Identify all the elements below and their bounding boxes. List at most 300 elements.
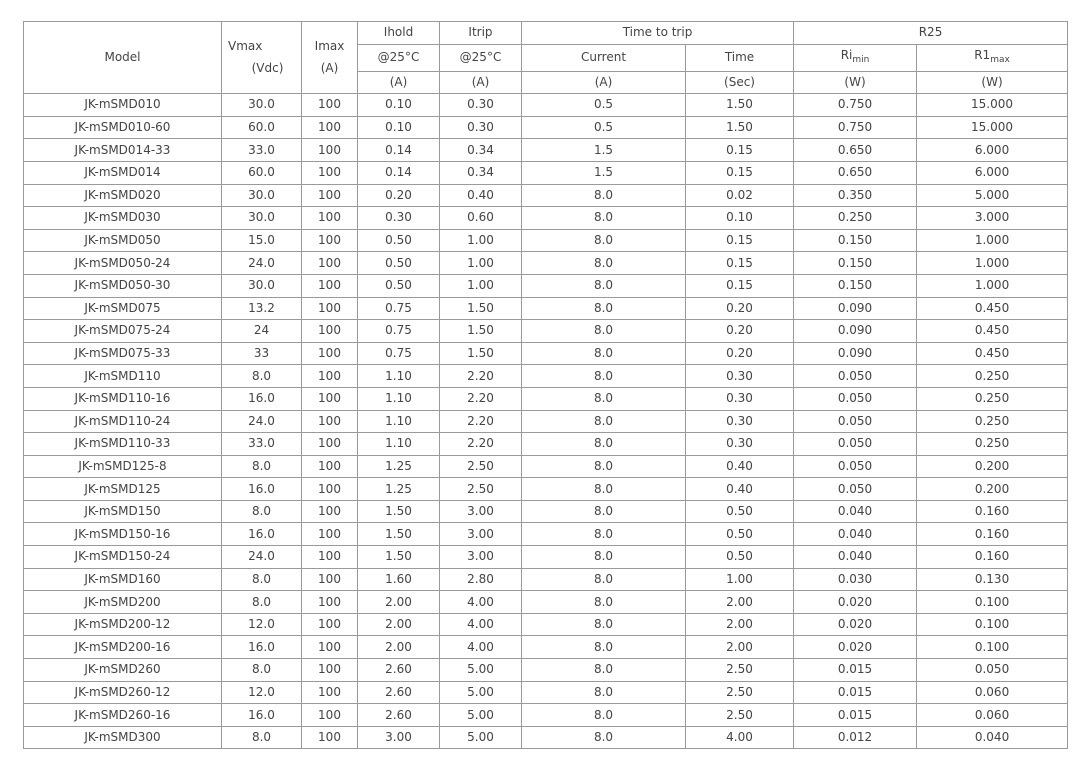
cell-itrip: 3.00 (440, 523, 522, 546)
cell-ri-min: 0.050 (794, 478, 917, 501)
cell-trip-current: 8.0 (522, 681, 686, 704)
cell-trip-current: 8.0 (522, 704, 686, 727)
cell-vmax: 8.0 (222, 365, 302, 388)
cell-vmax: 24.0 (222, 252, 302, 275)
cell-ihold: 2.60 (358, 659, 440, 682)
cell-model: JK-mSMD150 (24, 500, 222, 523)
table-row (24, 274, 1068, 297)
cell-ri-min: 0.040 (794, 546, 917, 569)
cell-model: JK-mSMD200 (24, 591, 222, 614)
table-row (24, 342, 1068, 365)
cell-ihold: 1.50 (358, 500, 440, 523)
cell-trip-time: 2.00 (686, 591, 794, 614)
cell-trip-time: 1.00 (686, 568, 794, 591)
cell-trip-current: 8.0 (522, 568, 686, 591)
header-r1max-unit: (W) (917, 71, 1068, 94)
cell-trip-current: 8.0 (522, 365, 686, 388)
table-row (24, 726, 1068, 749)
cell-ri-min: 0.350 (794, 184, 917, 207)
cell-itrip: 1.00 (440, 274, 522, 297)
cell-model: JK-mSMD110-16 (24, 387, 222, 410)
table-row (24, 229, 1068, 252)
cell-imax: 100 (302, 546, 358, 569)
cell-model: JK-mSMD050 (24, 229, 222, 252)
cell-itrip: 0.30 (440, 116, 522, 139)
cell-r1-max: 0.160 (917, 523, 1068, 546)
cell-ri-min: 0.040 (794, 523, 917, 546)
cell-r1-max: 0.450 (917, 297, 1068, 320)
cell-trip-current: 8.0 (522, 410, 686, 433)
cell-trip-current: 8.0 (522, 455, 686, 478)
cell-ri-min: 0.040 (794, 500, 917, 523)
cell-imax: 100 (302, 659, 358, 682)
cell-ihold: 1.25 (358, 478, 440, 501)
header-imax (302, 22, 358, 94)
cell-ihold: 0.75 (358, 342, 440, 365)
cell-imax: 100 (302, 161, 358, 184)
cell-r1-max: 0.250 (917, 433, 1068, 456)
cell-ri-min: 0.150 (794, 274, 917, 297)
cell-ri-min: 0.015 (794, 704, 917, 727)
cell-trip-current: 8.0 (522, 546, 686, 569)
cell-imax: 100 (302, 591, 358, 614)
cell-r1-max: 0.100 (917, 636, 1068, 659)
cell-trip-time: 0.10 (686, 207, 794, 230)
cell-trip-time: 2.50 (686, 681, 794, 704)
cell-itrip: 0.34 (440, 161, 522, 184)
cell-ihold: 0.10 (358, 116, 440, 139)
header-model: Model (24, 22, 222, 94)
cell-ri-min: 0.015 (794, 681, 917, 704)
cell-trip-time: 2.00 (686, 613, 794, 636)
table-row (24, 297, 1068, 320)
header-itrip-unit: (A) (440, 71, 522, 94)
cell-model: JK-mSMD010-60 (24, 116, 222, 139)
cell-imax: 100 (302, 229, 358, 252)
header-time-unit: (Sec) (686, 71, 794, 94)
cell-ri-min: 0.050 (794, 455, 917, 478)
cell-trip-time: 0.15 (686, 274, 794, 297)
cell-r1-max: 6.000 (917, 139, 1068, 162)
cell-imax: 100 (302, 252, 358, 275)
cell-r1-max: 5.000 (917, 184, 1068, 207)
cell-model: JK-mSMD010 (24, 94, 222, 117)
cell-imax: 100 (302, 410, 358, 433)
cell-trip-current: 8.0 (522, 229, 686, 252)
cell-ihold: 1.10 (358, 387, 440, 410)
cell-trip-current: 8.0 (522, 297, 686, 320)
cell-trip-time: 0.30 (686, 410, 794, 433)
cell-model: JK-mSMD020 (24, 184, 222, 207)
cell-imax: 100 (302, 613, 358, 636)
cell-ri-min: 0.050 (794, 387, 917, 410)
cell-itrip: 1.50 (440, 320, 522, 343)
cell-r1-max: 0.100 (917, 591, 1068, 614)
table-row (24, 320, 1068, 343)
cell-itrip: 0.60 (440, 207, 522, 230)
cell-imax: 100 (302, 320, 358, 343)
cell-r1-max: 0.450 (917, 320, 1068, 343)
table-row (24, 433, 1068, 456)
cell-ihold: 2.00 (358, 613, 440, 636)
table-row (24, 116, 1068, 139)
cell-trip-current: 8.0 (522, 659, 686, 682)
cell-trip-current: 8.0 (522, 184, 686, 207)
cell-ihold: 1.50 (358, 546, 440, 569)
cell-ihold: 2.60 (358, 704, 440, 727)
cell-ri-min: 0.050 (794, 365, 917, 388)
header-vmax (222, 22, 302, 94)
cell-vmax: 8.0 (222, 659, 302, 682)
cell-itrip: 2.50 (440, 455, 522, 478)
cell-imax: 100 (302, 342, 358, 365)
cell-ri-min: 0.650 (794, 161, 917, 184)
cell-ri-min: 0.050 (794, 433, 917, 456)
cell-ihold: 0.30 (358, 207, 440, 230)
cell-vmax: 24.0 (222, 546, 302, 569)
cell-ri-min: 0.650 (794, 139, 917, 162)
cell-vmax: 13.2 (222, 297, 302, 320)
cell-imax: 100 (302, 681, 358, 704)
cell-trip-time: 0.02 (686, 184, 794, 207)
cell-imax: 100 (302, 455, 358, 478)
cell-trip-time: 2.00 (686, 636, 794, 659)
cell-ri-min: 0.020 (794, 591, 917, 614)
cell-ri-min: 0.150 (794, 229, 917, 252)
header-r1max-sub: max (990, 54, 1010, 65)
table-row (24, 613, 1068, 636)
cell-model: JK-mSMD300 (24, 726, 222, 749)
cell-imax: 100 (302, 207, 358, 230)
table-row (24, 681, 1068, 704)
cell-model: JK-mSMD160 (24, 568, 222, 591)
cell-r1-max: 0.250 (917, 410, 1068, 433)
cell-imax: 100 (302, 184, 358, 207)
cell-imax: 100 (302, 704, 358, 727)
cell-model: JK-mSMD150-24 (24, 546, 222, 569)
cell-imax: 100 (302, 139, 358, 162)
cell-trip-current: 8.0 (522, 478, 686, 501)
cell-trip-time: 0.15 (686, 229, 794, 252)
cell-itrip: 4.00 (440, 613, 522, 636)
table-row (24, 704, 1068, 727)
cell-itrip: 5.00 (440, 726, 522, 749)
cell-ihold: 0.50 (358, 274, 440, 297)
cell-trip-time: 0.40 (686, 478, 794, 501)
cell-model: JK-mSMD110-33 (24, 433, 222, 456)
cell-vmax: 24 (222, 320, 302, 343)
cell-vmax: 33.0 (222, 139, 302, 162)
cell-imax: 100 (302, 297, 358, 320)
cell-trip-current: 8.0 (522, 613, 686, 636)
cell-itrip: 2.20 (440, 410, 522, 433)
cell-itrip: 3.00 (440, 500, 522, 523)
cell-trip-current: 0.5 (522, 116, 686, 139)
cell-model: JK-mSMD200-16 (24, 636, 222, 659)
cell-trip-time: 4.00 (686, 726, 794, 749)
cell-model: JK-mSMD125 (24, 478, 222, 501)
table-row (24, 207, 1068, 230)
cell-itrip: 5.00 (440, 704, 522, 727)
cell-ihold: 1.25 (358, 455, 440, 478)
cell-ihold: 1.60 (358, 568, 440, 591)
table-row (24, 546, 1068, 569)
cell-trip-time: 0.30 (686, 387, 794, 410)
cell-trip-current: 8.0 (522, 523, 686, 546)
cell-model: JK-mSMD125-8 (24, 455, 222, 478)
table-row (24, 161, 1068, 184)
cell-model: JK-mSMD050-30 (24, 274, 222, 297)
cell-trip-time: 1.50 (686, 94, 794, 117)
cell-imax: 100 (302, 274, 358, 297)
spec-table (23, 21, 1068, 749)
cell-r1-max: 0.200 (917, 478, 1068, 501)
cell-itrip: 2.50 (440, 478, 522, 501)
header-vmax-unit: (Vdc) (251, 60, 284, 75)
cell-trip-current: 8.0 (522, 207, 686, 230)
cell-ri-min: 0.020 (794, 636, 917, 659)
table-row (24, 252, 1068, 275)
header-rimin-unit: (W) (794, 71, 917, 94)
cell-model: JK-mSMD050-24 (24, 252, 222, 275)
header-r1max (917, 44, 1068, 71)
cell-model: JK-mSMD014 (24, 161, 222, 184)
cell-vmax: 8.0 (222, 455, 302, 478)
cell-trip-current: 8.0 (522, 387, 686, 410)
cell-ihold: 0.14 (358, 161, 440, 184)
cell-trip-time: 2.50 (686, 704, 794, 727)
cell-ihold: 0.50 (358, 229, 440, 252)
cell-r1-max: 0.050 (917, 659, 1068, 682)
cell-vmax: 60.0 (222, 116, 302, 139)
cell-vmax: 60.0 (222, 161, 302, 184)
cell-r1-max: 15.000 (917, 116, 1068, 139)
cell-vmax: 30.0 (222, 94, 302, 117)
cell-trip-time: 2.50 (686, 659, 794, 682)
cell-ihold: 2.00 (358, 591, 440, 614)
cell-vmax: 8.0 (222, 591, 302, 614)
cell-trip-time: 0.20 (686, 320, 794, 343)
header-r1max-base: R1 (974, 47, 991, 62)
cell-r1-max: 1.000 (917, 252, 1068, 275)
cell-imax: 100 (302, 568, 358, 591)
header-itrip-temp: @25°C (440, 44, 522, 71)
cell-model: JK-mSMD075 (24, 297, 222, 320)
cell-trip-time: 0.50 (686, 500, 794, 523)
cell-model: JK-mSMD110 (24, 365, 222, 388)
table-row (24, 500, 1068, 523)
cell-vmax: 8.0 (222, 726, 302, 749)
table-row (24, 523, 1068, 546)
cell-imax: 100 (302, 94, 358, 117)
cell-vmax: 16.0 (222, 636, 302, 659)
cell-itrip: 0.40 (440, 184, 522, 207)
cell-trip-current: 1.5 (522, 139, 686, 162)
cell-imax: 100 (302, 365, 358, 388)
table-header (24, 22, 1068, 94)
table-row (24, 387, 1068, 410)
cell-trip-time: 0.20 (686, 297, 794, 320)
table-row (24, 139, 1068, 162)
cell-imax: 100 (302, 433, 358, 456)
cell-trip-time: 0.15 (686, 161, 794, 184)
cell-ri-min: 0.030 (794, 568, 917, 591)
table-row (24, 636, 1068, 659)
cell-imax: 100 (302, 523, 358, 546)
cell-r1-max: 0.130 (917, 568, 1068, 591)
cell-vmax: 8.0 (222, 500, 302, 523)
cell-r1-max: 15.000 (917, 94, 1068, 117)
cell-r1-max: 1.000 (917, 229, 1068, 252)
cell-trip-time: 0.30 (686, 433, 794, 456)
cell-r1-max: 0.450 (917, 342, 1068, 365)
cell-vmax: 16.0 (222, 478, 302, 501)
cell-ri-min: 0.750 (794, 94, 917, 117)
cell-model: JK-mSMD030 (24, 207, 222, 230)
cell-trip-time: 0.40 (686, 455, 794, 478)
cell-vmax: 16.0 (222, 704, 302, 727)
cell-model: JK-mSMD260-16 (24, 704, 222, 727)
cell-trip-time: 0.15 (686, 252, 794, 275)
cell-itrip: 2.20 (440, 365, 522, 388)
cell-r1-max: 1.000 (917, 274, 1068, 297)
cell-ihold: 1.10 (358, 365, 440, 388)
cell-model: JK-mSMD110-24 (24, 410, 222, 433)
cell-itrip: 3.00 (440, 546, 522, 569)
cell-r1-max: 0.060 (917, 704, 1068, 727)
header-r25: R25 (794, 22, 1068, 45)
cell-itrip: 1.50 (440, 342, 522, 365)
cell-model: JK-mSMD075-24 (24, 320, 222, 343)
cell-ihold: 0.50 (358, 252, 440, 275)
cell-ihold: 0.75 (358, 297, 440, 320)
cell-vmax: 12.0 (222, 613, 302, 636)
header-ihold-label: Ihold (358, 22, 440, 45)
header-current: Current (522, 44, 686, 71)
header-vmax-label: Vmax (228, 39, 263, 53)
cell-ri-min: 0.750 (794, 116, 917, 139)
cell-vmax: 33.0 (222, 433, 302, 456)
cell-model: JK-mSMD260-12 (24, 681, 222, 704)
cell-trip-current: 1.5 (522, 161, 686, 184)
cell-model: JK-mSMD150-16 (24, 523, 222, 546)
cell-vmax: 24.0 (222, 410, 302, 433)
cell-trip-current: 8.0 (522, 274, 686, 297)
header-imax-label: Imax (314, 39, 345, 53)
table-row (24, 568, 1068, 591)
cell-ri-min: 0.150 (794, 252, 917, 275)
cell-model: JK-mSMD014-33 (24, 139, 222, 162)
cell-imax: 100 (302, 726, 358, 749)
cell-trip-current: 8.0 (522, 252, 686, 275)
cell-itrip: 0.34 (440, 139, 522, 162)
table-row (24, 455, 1068, 478)
cell-itrip: 4.00 (440, 591, 522, 614)
cell-r1-max: 0.250 (917, 387, 1068, 410)
cell-vmax: 8.0 (222, 568, 302, 591)
cell-trip-time: 0.50 (686, 546, 794, 569)
header-ihold-unit: (A) (358, 71, 440, 94)
cell-trip-current: 8.0 (522, 636, 686, 659)
cell-trip-current: 8.0 (522, 433, 686, 456)
cell-ihold: 0.10 (358, 94, 440, 117)
header-itrip-label: Itrip (440, 22, 522, 45)
header-time-to-trip: Time to trip (522, 22, 794, 45)
cell-ihold: 1.50 (358, 523, 440, 546)
cell-r1-max: 0.200 (917, 455, 1068, 478)
cell-itrip: 1.00 (440, 229, 522, 252)
cell-imax: 100 (302, 500, 358, 523)
cell-vmax: 16.0 (222, 387, 302, 410)
cell-trip-current: 8.0 (522, 500, 686, 523)
cell-vmax: 33 (222, 342, 302, 365)
header-ihold-temp: @25°C (358, 44, 440, 71)
cell-vmax: 30.0 (222, 184, 302, 207)
cell-trip-current: 8.0 (522, 320, 686, 343)
cell-itrip: 4.00 (440, 636, 522, 659)
cell-ihold: 2.60 (358, 681, 440, 704)
cell-itrip: 5.00 (440, 659, 522, 682)
cell-itrip: 5.00 (440, 681, 522, 704)
cell-r1-max: 3.000 (917, 207, 1068, 230)
cell-model: JK-mSMD260 (24, 659, 222, 682)
cell-vmax: 12.0 (222, 681, 302, 704)
table-row (24, 478, 1068, 501)
cell-trip-time: 0.30 (686, 365, 794, 388)
cell-ihold: 0.20 (358, 184, 440, 207)
header-time: Time (686, 44, 794, 71)
cell-model: JK-mSMD200-12 (24, 613, 222, 636)
cell-itrip: 0.30 (440, 94, 522, 117)
header-current-unit: (A) (522, 71, 686, 94)
cell-ihold: 3.00 (358, 726, 440, 749)
cell-vmax: 15.0 (222, 229, 302, 252)
cell-ihold: 0.14 (358, 139, 440, 162)
cell-trip-time: 0.20 (686, 342, 794, 365)
cell-ri-min: 0.020 (794, 613, 917, 636)
cell-r1-max: 0.250 (917, 365, 1068, 388)
cell-trip-current: 8.0 (522, 726, 686, 749)
cell-imax: 100 (302, 636, 358, 659)
cell-ri-min: 0.015 (794, 659, 917, 682)
cell-ri-min: 0.090 (794, 342, 917, 365)
header-imax-unit: (A) (320, 60, 339, 75)
table-row (24, 659, 1068, 682)
table-row (24, 94, 1068, 117)
cell-r1-max: 0.040 (917, 726, 1068, 749)
cell-itrip: 2.20 (440, 387, 522, 410)
cell-ihold: 1.10 (358, 410, 440, 433)
cell-itrip: 1.50 (440, 297, 522, 320)
cell-model: JK-mSMD075-33 (24, 342, 222, 365)
cell-r1-max: 0.160 (917, 500, 1068, 523)
table-row (24, 591, 1068, 614)
table-row (24, 410, 1068, 433)
cell-trip-time: 0.15 (686, 139, 794, 162)
cell-r1-max: 0.060 (917, 681, 1068, 704)
cell-r1-max: 0.100 (917, 613, 1068, 636)
cell-imax: 100 (302, 387, 358, 410)
cell-ri-min: 0.090 (794, 320, 917, 343)
cell-ri-min: 0.090 (794, 297, 917, 320)
table-row (24, 184, 1068, 207)
cell-trip-current: 8.0 (522, 591, 686, 614)
cell-itrip: 1.00 (440, 252, 522, 275)
cell-vmax: 16.0 (222, 523, 302, 546)
table-body (24, 94, 1068, 749)
cell-trip-time: 0.50 (686, 523, 794, 546)
cell-imax: 100 (302, 478, 358, 501)
